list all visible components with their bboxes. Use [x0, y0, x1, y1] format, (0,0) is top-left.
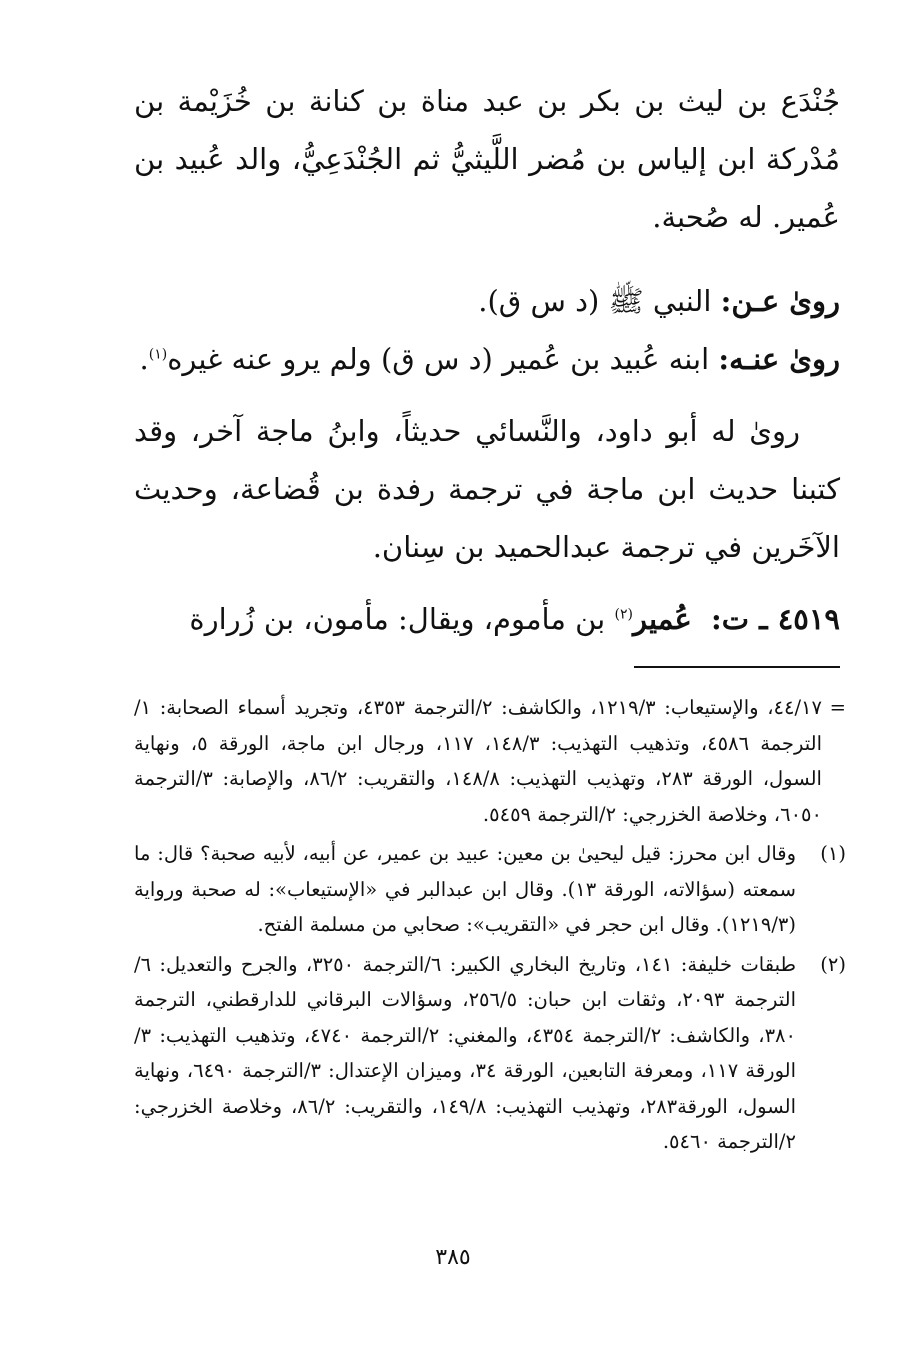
main-text: [134, 72, 840, 648]
continuation-mark: =: [829, 696, 846, 719]
biography-paragraph: جُنْدَع بن ليث بن بكر بن عبد مناة بن كنانة بن خُزَيْمة بن مُدْركة ابن إلياس بن مُضر اللَّيثيُّ ثم الجُنْدَعِيُّ، والد عُبيد بن عُمير. له صُحبة.: [134, 84, 840, 234]
entry-heading: [134, 590, 840, 648]
footnote-continuation-text: ٤٤/١٧، والإستيعاب: ١٢١٩/٣، والكاشف: ٢/الترجمة ٤٣٥٣، وتجريد أسماء الصحابة: ١/الترجمة ٤٥٨٦، وتذهيب التهذيب: ١٤٨/٣، ١١٧، ورجال ابن ماجة، الورقة ٥، ونهاية السول، الورقة ٢٨٣، وتهذيب التهذيب: ١٤٨/٨، والتقريب: ٨٦/٢، والإصابة: ٣/الترجمة ٦٠٥٠، وخلاصة الخزرجي: ٢/الترجمة ٥٤٥٩.: [134, 696, 822, 826]
footnote-1: [134, 836, 846, 943]
narrators-text: ابنه عُبيد بن عُمير (د س ق) ولم يرو عنه غيره: [167, 342, 710, 376]
footnote-1-text: وقال ابن محرز: قيل ليحيىٰ بن معين: عبيد بن عمير، عن أبيه، لأبيه صحبة؟ قال: ما سمعته (سؤالاته، الورقة ١٣). وقال ابن عبدالبر في «الإستيعاب»: له صحبة ورواية (١٢١٩/٣). وقال ابن حجر في «التقريب»: صحابي من مسلمة الفتح.: [134, 842, 796, 936]
footnote-ref-1: (١): [148, 346, 168, 363]
footnote-1-number: (١): [820, 842, 846, 865]
narration-paragraph: روىٰ له أبو داود، والنَّسائي حديثاً، وابنُ ماجة آخر، وقد كتبنا حديث ابن ماجة في ترجمة رفدة بن قُضاعة، وحديث الآخَرين في ترجمة عبدالحميد بن سِنان.: [134, 414, 840, 564]
footnote-2-text: طبقات خليفة: ١٤١، وتاريخ البخاري الكبير: ٦/الترجمة ٣٢٥٠، والجرح والتعديل: ٦/الترجمة ٢٠٩٣، وثقات ابن حبان: ٢٥٦/٥، وسؤالات البرقاني للدارقطني، الترجمة ٣٨٠، والكاشف: ٢/الترجمة ٤٣٥٤، والمغني: ٢/الترجمة ٤٧٤٠، وتذهيب التهذيب: ٣/الورقة ١١٧، ومعرفة التابعين، الورقة ٣٤، وميزان الإعتدال: ٣/الترجمة ٦٤٩٠، ونهاية السول، الورقة٢٨٣، وتهذيب التهذيب: ١٤٩/٨، والتقريب: ٨٦/٢، وخلاصة الخزرجي: ٢/الترجمة ٥٤٦٠.: [134, 952, 797, 1153]
narrated-from-text: النبي ﷺ (د س ق).: [478, 284, 712, 318]
page-number: ٣٨٥: [435, 1245, 471, 1270]
narrators-label: روىٰ عنـه:: [718, 342, 840, 376]
footnote-continuation: [134, 690, 846, 832]
narrators-end: .: [139, 342, 149, 376]
footnote-2-number: (٢): [820, 952, 846, 976]
narrated-from-label: روىٰ عـن:: [720, 284, 840, 318]
footnote-2: [134, 947, 846, 1160]
footnote-ref-2: (٢): [614, 606, 633, 623]
footnotes: [134, 690, 846, 1160]
entry-lineage: بن مأموم، ويقال: مأمون، بن زُرارة: [189, 602, 606, 636]
footnote-divider: [634, 666, 840, 668]
entry-number: ٤٥١٩ ـ ت:: [710, 602, 840, 636]
narrated-from-line: [134, 272, 840, 330]
entry-name: عُمير: [632, 602, 692, 636]
narrators-line: [134, 330, 840, 388]
